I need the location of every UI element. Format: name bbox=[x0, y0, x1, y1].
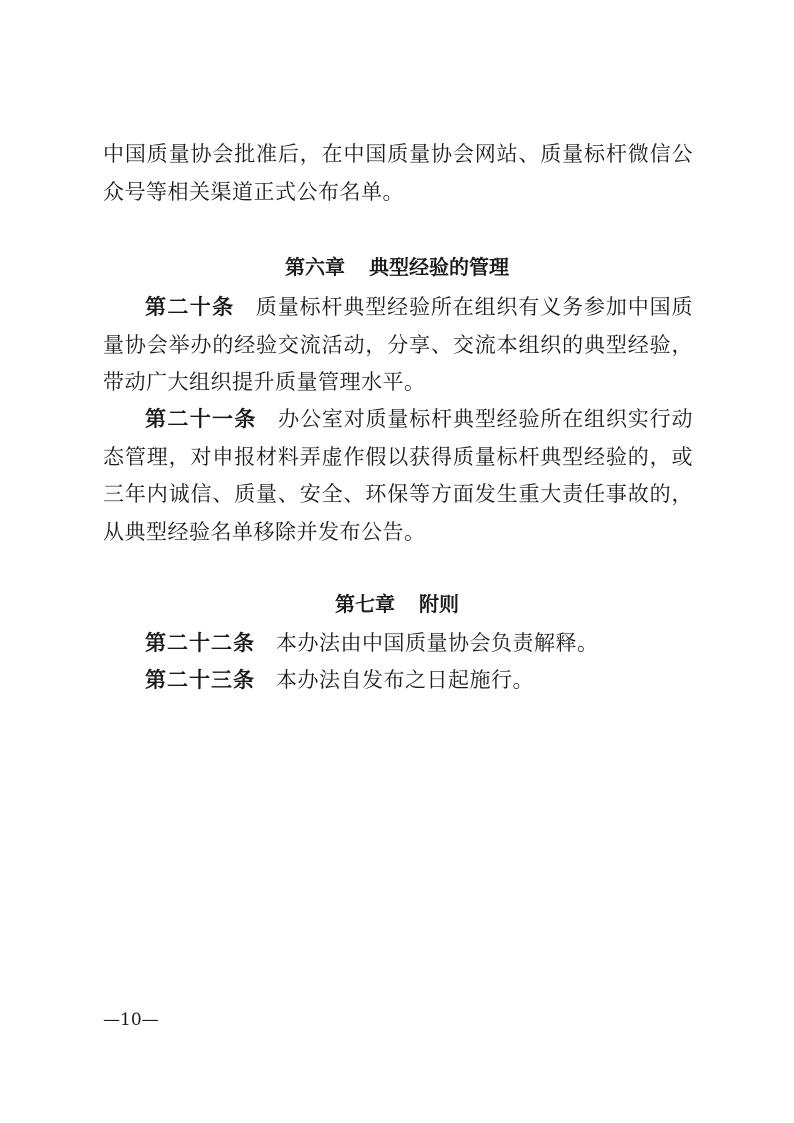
article-21 bbox=[103, 401, 693, 551]
article-23 bbox=[103, 662, 693, 700]
article-20 bbox=[103, 289, 693, 402]
article-21-text: 办公室对质量标杆典型经验所在组织实行动态管理，对申报材料弄虚作假以获得质量标杆典型经验的，或三年内诚信、质量、安全、环保等方面发生重大责任事故的，从典型经验名单移除并发布公告。 bbox=[103, 407, 694, 544]
continuation-paragraph bbox=[103, 136, 693, 211]
article-22 bbox=[103, 625, 693, 663]
article-23-text: 本办法自发布之日起施行。 bbox=[276, 668, 534, 692]
article-20-text: 质量标杆典型经验所在组织有义务参加中国质量协会举办的经验交流活动，分享、交流本组织的典型经验，带动广大组织提升质量管理水平。 bbox=[103, 295, 693, 394]
chapter-7-title: 附则 bbox=[419, 592, 459, 616]
continuation-text: 中国质量协会批准后，在中国质量协会网站、质量标杆微信公众号等相关渠道正式公布名单。 bbox=[103, 142, 693, 204]
chapter-7-number: 第七章 bbox=[335, 592, 395, 616]
chapter-6-number: 第六章 bbox=[285, 255, 345, 279]
chapter-6-title: 典型经验的管理 bbox=[369, 255, 509, 279]
chapter-6-heading bbox=[0, 252, 794, 282]
article-23-number: 第二十三条 bbox=[145, 668, 255, 692]
chapter-7-heading bbox=[0, 589, 794, 619]
article-22-number: 第二十二条 bbox=[145, 631, 255, 655]
article-20-number: 第二十条 bbox=[145, 295, 235, 319]
article-22-text: 本办法由中国质量协会负责解释。 bbox=[276, 631, 599, 655]
article-21-number: 第二十一条 bbox=[145, 407, 257, 431]
page-number: —10— bbox=[103, 1010, 159, 1030]
